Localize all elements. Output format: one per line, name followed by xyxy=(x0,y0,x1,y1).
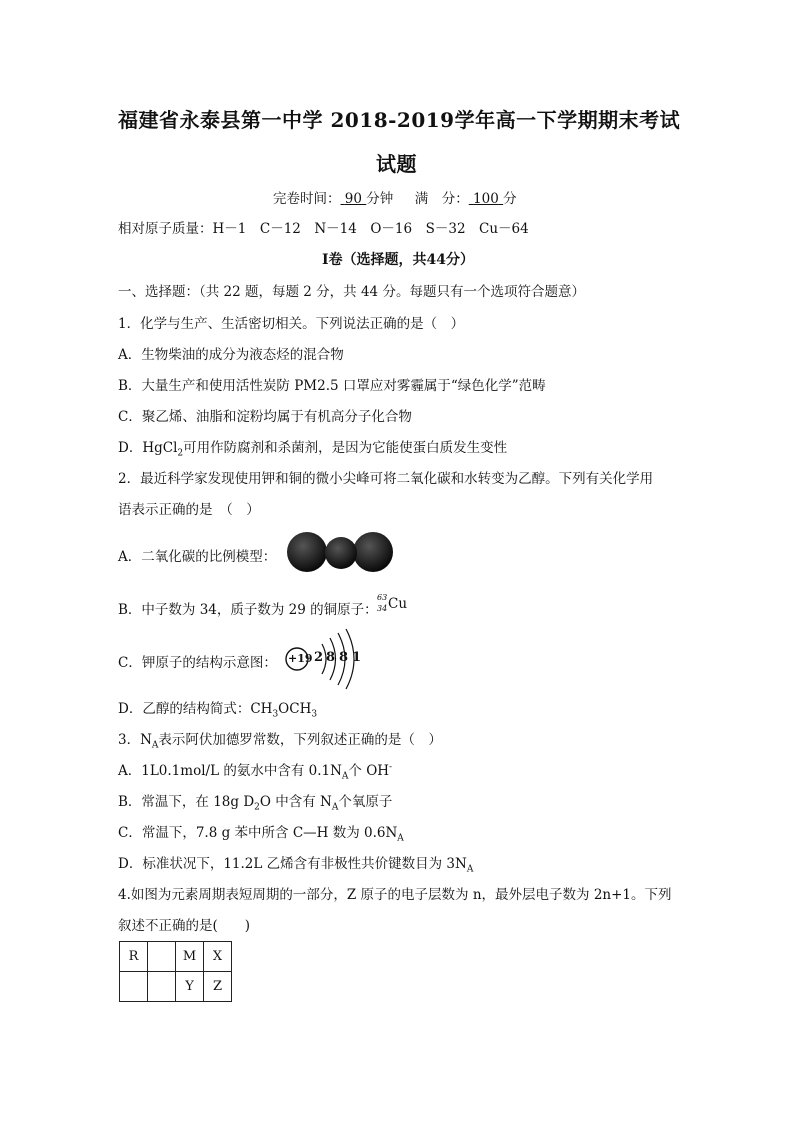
question-1-stem: 1．化学与生产、生活密切相关。下列说法正确的是（ ） xyxy=(118,316,465,332)
question-3-option-a: A．1L0.1mol/L 的氨水中含有 $0.1N_A$个 OH- xyxy=(118,762,393,782)
table-cell: R xyxy=(120,942,148,972)
time-value: 90 xyxy=(344,191,362,207)
question-3-stem: 3．$N_A$表示阿伏加德罗常数，下列叙述正确的是（ ） xyxy=(118,732,442,751)
table-cell xyxy=(148,972,176,1002)
nucleus-charge: +19 xyxy=(288,652,313,665)
question-3-option-c: C．常温下，7.8 g 苯中所含 C—H 数为 $0.6N_A$ xyxy=(118,825,404,844)
table-cell: Y xyxy=(176,972,204,1002)
question-2-option-d: D．乙醇的结构简式：$CH_3OCH_3$ xyxy=(118,701,318,720)
question-2-option-b: B．中子数为 34，质子数为 29 的铜原子： xyxy=(118,602,378,618)
score-unit: 分 xyxy=(503,191,517,207)
question-2-option-a: A．二氧化碳的比例模型： xyxy=(118,549,277,565)
question-1-option-a: A．生物柴油的成分为液态烃的混合物 xyxy=(118,347,344,363)
atomic-number: 34 xyxy=(377,604,388,613)
question-1-option-c: C．聚乙烯、油脂和淀粉均属于有机高分子化合物 xyxy=(118,409,412,425)
page-title: 福建省永泰县第一中学 2018-2019学年高一下学期期末考试 xyxy=(118,108,681,132)
question-4-stem-line1: 4.如图为元素周期表短周期的一部分，Z 原子的电子层数为 n，最外层电子数为 2n+1。下列 xyxy=(118,887,672,903)
co2-space-filling-model xyxy=(286,530,396,576)
table-cell: Z xyxy=(204,972,232,1002)
question-1-option-b: B．大量生产和使用活性炭防 PM2.5 口罩应对雾霾属于“绿色化学”范畴 xyxy=(118,378,546,394)
question-2-stem-line1: 2．最近科学家发现使用钾和铜的微小尖峰可将二氧化碳和水转变为乙醇。下列有关化学用 xyxy=(118,471,654,487)
question-2-stem-line2: 语表示正确的是 （ ） xyxy=(118,502,260,518)
score-label: 满 分： xyxy=(414,191,469,207)
table-cell: X xyxy=(204,942,232,972)
instructions: 一、选择题：（共 22 题，每题 2 分，共 44 分。每题只有一个选项符合题意） xyxy=(118,284,585,300)
section-title: Ⅰ卷（选择题，共44分） xyxy=(322,252,475,268)
shell-4-electrons: 1 xyxy=(352,650,362,665)
element-symbol: Cu xyxy=(388,596,408,612)
exam-info xyxy=(273,187,517,207)
page-title-line2: 试题 xyxy=(376,152,417,176)
table-row xyxy=(120,972,232,1002)
question-3-option-d: D．标准状况下，11.2L 乙烯含有非极性共价键数目为 $3N_A$ xyxy=(118,856,474,875)
question-1-option-d: D．HgCl$_2$可用作防腐剂和杀菌剂，是因为它能使蛋白质发生变性 xyxy=(118,440,508,459)
periodic-table-fragment xyxy=(119,941,232,1002)
mass-number: 63 xyxy=(377,593,388,602)
table-cell xyxy=(148,942,176,972)
table-cell xyxy=(120,972,148,1002)
score-value: 100 xyxy=(473,191,499,207)
shell-1-electrons: 2 xyxy=(314,650,324,665)
time-unit: 分钟 xyxy=(366,191,394,207)
shell-3-electrons: 8 xyxy=(339,650,349,665)
question-3-option-b: B．常温下，在 18g $D_2O$ 中含有 $N_A$个氧原子 xyxy=(118,794,393,813)
atomic-mass-line: 相对原子质量：H－1 C－12 N－14 O－16 S－32 Cu－64 xyxy=(118,221,529,237)
shell-2-electrons: 8 xyxy=(326,650,336,665)
question-4-stem-line2: 叙述不正确的是( ) xyxy=(118,918,251,934)
question-2-option-c: C．钾原子的结构示意图： xyxy=(118,655,277,671)
table-cell: M xyxy=(176,942,204,972)
table-row xyxy=(120,942,232,972)
time-label: 完卷时间： xyxy=(273,191,341,207)
